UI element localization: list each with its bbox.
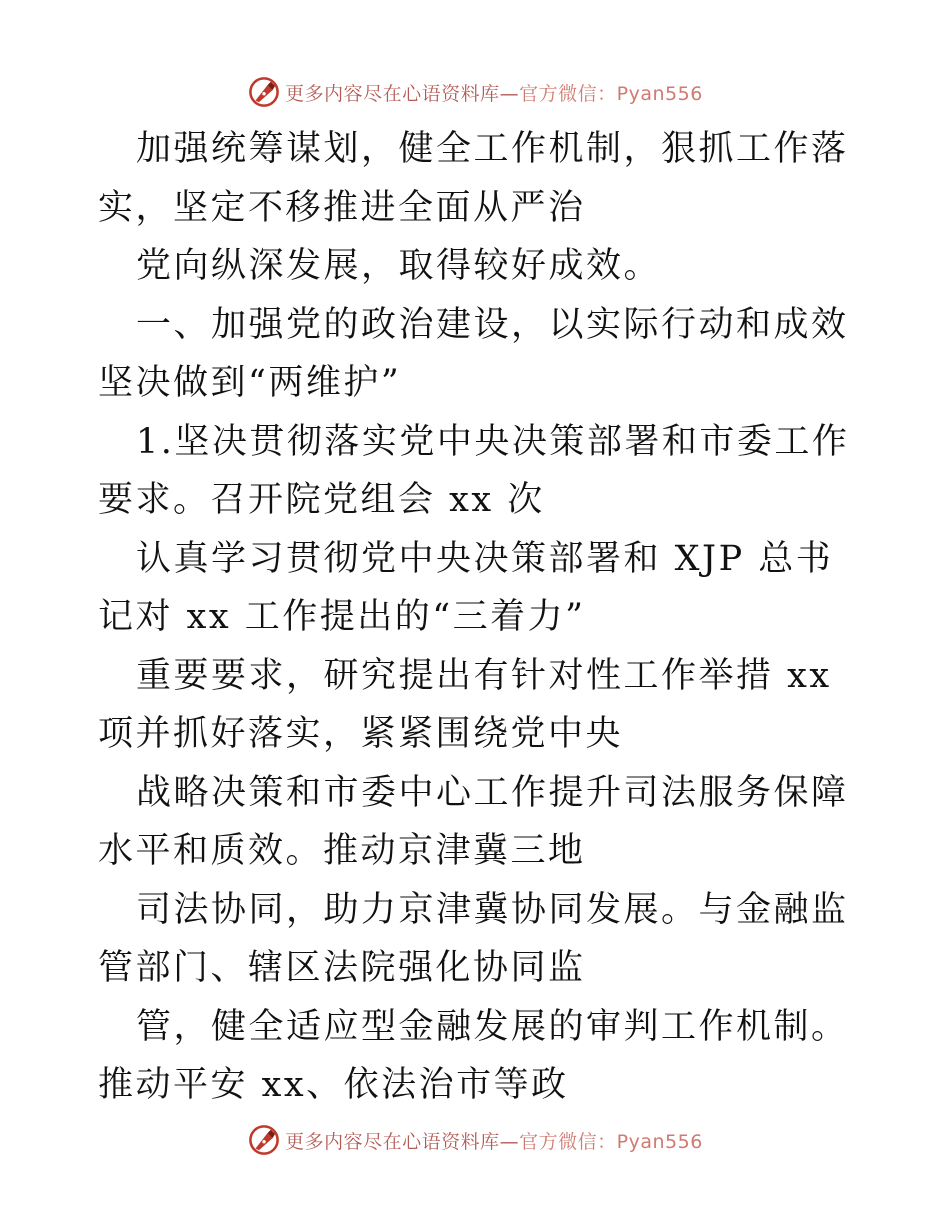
header-watermark — [0, 72, 950, 112]
paragraph: 管，健全适应型金融发展的审判工作机制。推动平安 xx、依法治市等政 — [98, 1006, 849, 1105]
pen-nib-logo-icon — [247, 1123, 281, 1157]
paragraph: 认真学习贯彻党中央决策部署和 XJP 总书记对 xx 工作提出的“三着力” — [98, 538, 834, 637]
watermark-separator: — — [499, 82, 520, 105]
paragraph: 重要要求，研究提出有针对性工作举措 xx 项并抓好落实，紧紧围绕党中央 — [98, 655, 832, 754]
paragraph: 党向纵深发展，取得较好成效。 — [136, 246, 662, 286]
paragraph: 战略决策和市委中心工作提升司法服务保障水平和质效。推动京津冀三地 — [98, 772, 849, 871]
section-heading: 一、加强党的政治建设，以实际行动和成效坚决做到“两维护” — [98, 304, 849, 403]
watermark-site: 更多内容尽在心语资料库 — [285, 82, 500, 105]
document-body — [98, 120, 858, 1115]
watermark-text — [285, 1127, 703, 1154]
watermark-contact: 官方微信：Pyan556 — [519, 1130, 703, 1153]
footer-watermark — [0, 1120, 950, 1160]
pen-nib-logo-icon — [247, 75, 281, 109]
watermark-contact: 官方微信：Pyan556 — [519, 82, 703, 105]
watermark-separator: — — [499, 1130, 520, 1153]
watermark-text — [285, 79, 703, 106]
watermark-site: 更多内容尽在心语资料库 — [285, 1130, 500, 1153]
paragraph: 1.坚决贯彻落实党中央决策部署和市委工作要求。召开院党组会 xx 次 — [98, 421, 850, 520]
paragraph: 司法协同，助力京津冀协同发展。与金融监管部门、辖区法院强化协同监 — [98, 889, 849, 988]
paragraph: 加强统筹谋划，健全工作机制，狠抓工作落实，坚定不移推进全面从严治 — [98, 129, 849, 228]
